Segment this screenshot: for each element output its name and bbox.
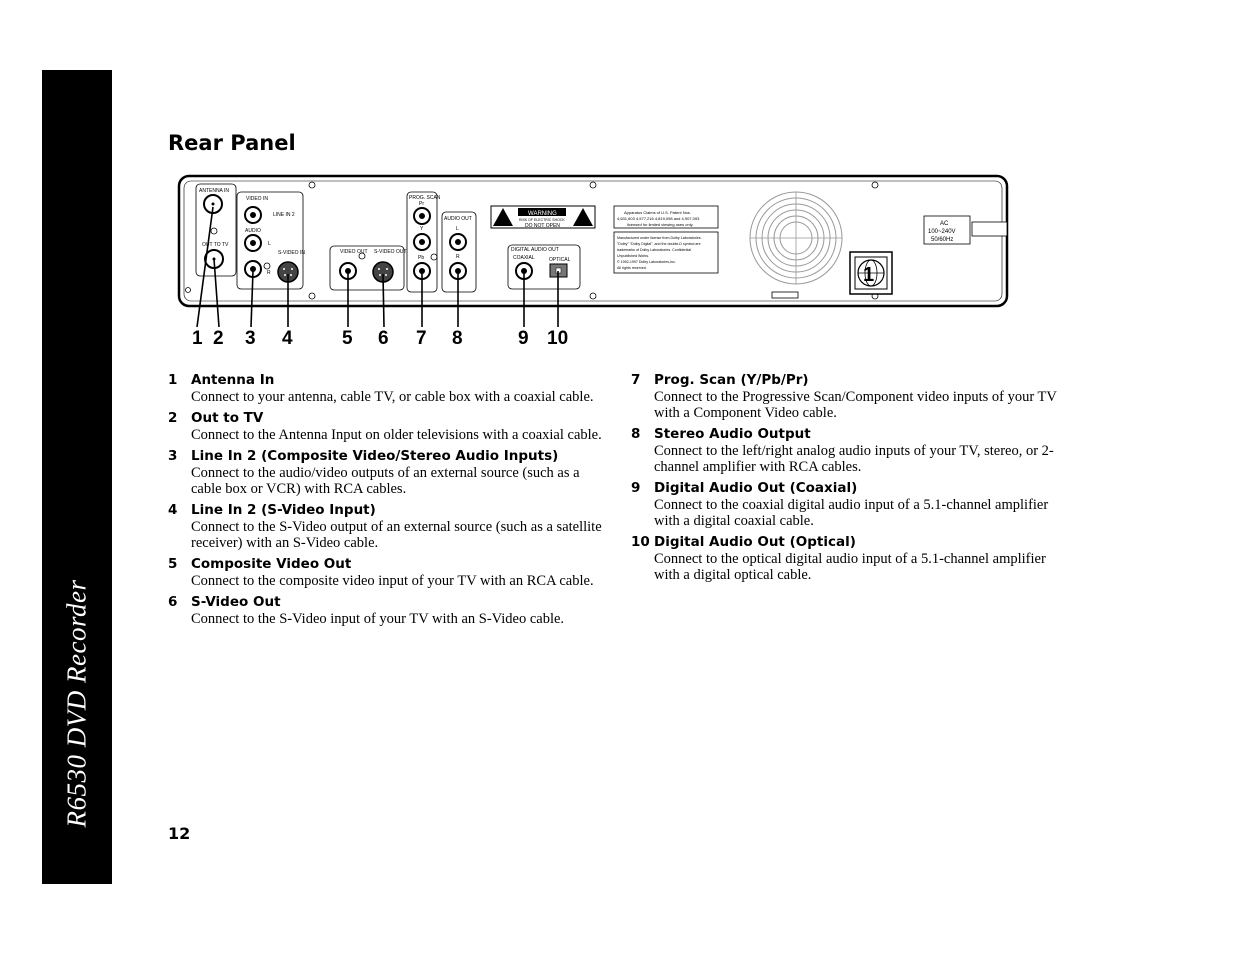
item-title: Digital Audio Out (Coaxial)	[654, 480, 858, 496]
s-video-pin	[386, 268, 388, 270]
list-item	[168, 501, 608, 551]
item-number: 5	[168, 556, 178, 572]
item-description: Connect to the S-Video input of your TV with an S-Video cable.	[191, 611, 565, 627]
power-slot	[972, 222, 1007, 236]
optical-label: OPTICAL	[549, 257, 571, 263]
sidebar-title-container	[42, 70, 112, 884]
page-title: Rear Panel	[168, 131, 296, 155]
list-item	[631, 533, 1071, 583]
antenna-in-label: ANTENNA IN	[199, 188, 230, 194]
sidebar-title: R6530 DVD Recorder	[61, 579, 92, 828]
item-title: Antenna In	[191, 372, 275, 388]
item-description: Connect to the left/right analog audio inputs of your TV, stereo, or 2-channel amplifier with RCA cables.	[654, 443, 1054, 475]
list-item	[168, 409, 608, 443]
pb-label: Pb	[418, 255, 425, 261]
description-column-right	[631, 371, 1071, 587]
item-number: 6	[168, 594, 178, 610]
s-video-pin	[284, 274, 286, 276]
list-item	[631, 371, 1071, 421]
item-description: Connect to the Progressive Scan/Component video inputs of your TV with a Component Video cable.	[654, 389, 1057, 421]
antenna-in-pin	[212, 203, 215, 206]
list-item	[168, 555, 608, 589]
callout-number: 8	[452, 328, 463, 349]
item-number: 2	[168, 410, 178, 426]
video-in-core	[250, 212, 256, 218]
video-in-label: VIDEO IN	[246, 196, 268, 202]
patent-text-2: 4,631,603 4,577,216 4,819,098 and 4,907,093	[617, 216, 700, 221]
risk-label: RISK OF ELECTRIC SHOCK	[519, 218, 565, 222]
dolby-text-3: trademarks of Dolby Laboratories. Confidential	[617, 248, 692, 252]
audio-out-label: AUDIO OUT	[444, 216, 472, 222]
list-item	[168, 447, 608, 497]
audio-label: AUDIO	[245, 228, 261, 234]
video-out-label: VIDEO OUT	[340, 249, 368, 255]
prog-scan-label: PROG. SCAN	[409, 195, 441, 201]
item-description: Connect to the coaxial digital audio input of a 5.1-channel amplifier with a digital coaxial cable.	[654, 497, 1049, 529]
description-column-left	[168, 371, 608, 631]
callout-number: 3	[245, 328, 256, 349]
item-title: S-Video Out	[191, 594, 281, 610]
audio-l-core	[250, 240, 256, 246]
item-number: 9	[631, 480, 641, 496]
item-description: Connect to the optical digital audio input of a 5.1-channel amplifier with a digital optical cable.	[654, 551, 1046, 583]
item-number: 7	[631, 372, 641, 388]
ac-text-3: 50/60Hz	[931, 237, 954, 243]
callout-number: 9	[518, 328, 529, 349]
list-item	[631, 425, 1071, 475]
item-description: Connect to the S-Video output of an external source (such as a satellite receiver) with an S-Video cable.	[191, 519, 602, 551]
callout-number: 6	[378, 328, 389, 349]
item-title: Digital Audio Out (Optical)	[654, 534, 856, 550]
y-label: Y	[420, 226, 424, 232]
fan-grille-icon	[750, 192, 842, 284]
callout-number: 2	[213, 328, 224, 349]
prog-pr-core	[419, 213, 425, 219]
item-title: Stereo Audio Output	[654, 426, 811, 442]
callout-number: 5	[342, 328, 353, 349]
s-video-pin	[283, 268, 285, 270]
callout-number: 7	[416, 328, 427, 349]
item-description: Connect to your antenna, cable TV, or cable box with a coaxial cable.	[191, 389, 594, 405]
dolby-text-6: All rights reserved.	[617, 266, 647, 270]
warning-label: WARNING	[528, 211, 557, 217]
s-video-pin	[291, 268, 293, 270]
item-title: Line In 2 (Composite Video/Stereo Audio Inputs)	[191, 448, 559, 464]
item-number: 8	[631, 426, 641, 442]
pr-label: Pr	[419, 201, 424, 207]
prog-y-core	[419, 239, 425, 245]
s-video-pin	[379, 274, 381, 276]
callout-number: 4	[282, 328, 293, 349]
dolby-text-1: Manufactured under license from Dolby Laboratories.	[617, 236, 702, 240]
rear-panel-diagram	[176, 172, 1010, 350]
item-number: 4	[168, 502, 178, 518]
item-description: Connect to the audio/video outputs of an external source (such as a cable box or VCR) with RCA cables.	[191, 465, 580, 497]
list-item	[631, 479, 1071, 529]
dolby-text-4: Unpublished Works.	[617, 254, 650, 258]
item-number: 10	[631, 534, 650, 550]
s-video-pin	[378, 268, 380, 270]
item-number: 1	[168, 372, 178, 388]
ac-text-1: AC	[940, 221, 949, 227]
do-not-open-label: DO NOT OPEN	[525, 223, 560, 229]
digital-audio-out-label: DIGITAL AUDIO OUT	[511, 247, 559, 253]
ac-text-2: 100~240V	[928, 229, 956, 235]
patent-text-3: licensed for limited viewing uses only.	[627, 222, 694, 227]
s-video-pin	[385, 274, 387, 276]
s-video-out-label: S-VIDEO OUT	[374, 249, 407, 255]
line-in-2-label: LINE IN 2	[273, 212, 295, 218]
s-video-pin	[290, 274, 292, 276]
page-number: 12	[168, 824, 191, 843]
dolby-text-5: © 1992-1997 Dolby Laboratories,Inc.	[617, 260, 676, 264]
audio-out-l-core	[455, 239, 461, 245]
audio-out-l-label: L	[456, 226, 459, 232]
item-title: Composite Video Out	[191, 556, 352, 572]
patent-text-1: Apparatus Claims of U.S. Patent Nos.	[624, 210, 691, 215]
list-item	[168, 593, 608, 627]
item-title: Line In 2 (S-Video Input)	[191, 502, 376, 518]
dolby-text-2: "Dolby" "Dolby Digital", and the double-D symbol are	[617, 242, 701, 246]
item-number: 3	[168, 448, 178, 464]
s-video-in-label: S-VIDEO IN	[278, 250, 305, 256]
coaxial-label: COAXIAL	[513, 255, 535, 261]
item-description: Connect to the Antenna Input on older televisions with a coaxial cable.	[191, 427, 602, 443]
out-to-tv-label: OUT TO TV	[202, 242, 229, 248]
region-code-label: 1	[863, 264, 875, 286]
callout-number: 10	[547, 328, 569, 349]
item-title: Out to TV	[191, 410, 264, 426]
list-item	[168, 371, 608, 405]
item-description: Connect to the composite video input of your TV with an RCA cable.	[191, 573, 594, 589]
audio-out-r-label: R	[456, 254, 460, 260]
item-title: Prog. Scan (Y/Pb/Pr)	[654, 372, 809, 388]
r-label: R	[267, 270, 271, 276]
l-label: L	[268, 241, 271, 247]
callout-number: 1	[192, 328, 203, 349]
